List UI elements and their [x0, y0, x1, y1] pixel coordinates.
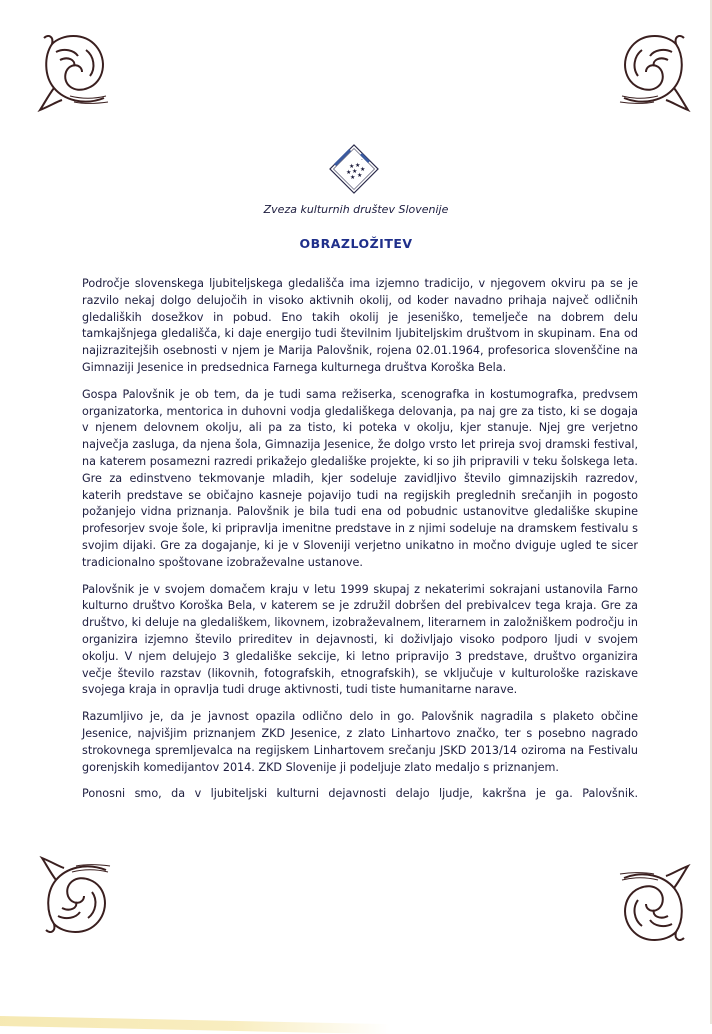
floral-corner-ornament-icon — [614, 860, 694, 950]
svg-text:★: ★ — [360, 166, 366, 173]
paragraph: Razumljivo je, da je javnost opazila odlično delo in go. Palovšnik nagradila s plaketo občine Jesenice, najvišjim priznanjem ZKD Jesenice, z zlato Linhartovo značko, ter s posebno nagrado strokovnega spremljevalca na regijskem Linhartovem srečanju JSKD 2013/14 oziroma na Festivalu gorenjskih komedijantov 2014. ZKD Slovenije ji podeljuje zlato medaljo s priznanjem. — [82, 710, 638, 774]
paragraph: Palovšnik je v svojem domačem kraju v letu 1999 skupaj z nekaterimi sokrajani ustanovila Farno kulturno društvo Koroška Bela, v katerem se je združil dobršen del prebivalcev tega kraja. Gre za društvo, ki deluje na gledališkem, likovnem, izobraževalnem, literarnem in založniškem področju in organizira izjemno število prireditev in dejavnosti, ki doživljajo visoko podporo ljudi v svojem okolju. V njem delujejo 3 gledališke sekcije, ki letno pripravijo 3 predstave, društvo organizira večje število razstav (likovnih, fotografskih, etnografskih), se vključuje v kulturološke raziskave svojega kraja in opravlja tudi druge aktivnosti, tudi tiste humanitarne narave. — [82, 582, 638, 697]
svg-text:★: ★ — [357, 172, 363, 179]
paper-stain — [0, 1016, 390, 1034]
svg-text:★: ★ — [346, 169, 352, 176]
document-body — [82, 276, 638, 813]
document-title: OBRAZLOŽITEV — [299, 236, 413, 251]
floral-corner-ornament-icon — [614, 26, 694, 116]
svg-text:★: ★ — [355, 162, 361, 169]
svg-text:★: ★ — [350, 174, 356, 181]
paragraph: Področje slovenskega ljubiteljskega gledališča ima izjemno tradicijo, v njegovem okviru pa se je razvilo nekaj dolgo delujočih in visoko aktivnih okolij, od koder navadno prihaja največ odličnih gledaliških dosežkov in pobud. Eno takih okolij je jeseniško, temelječe na dobrem delu tamkajšnjega gledališča, ki daje energijo tudi številnim ljubiteljskim društvom in skupinam. Ena od najizrazitejših osebnosti v njem je Marija Palovšnik, rojena 02.01.1964, profesorica slovenščine na Gimnaziji Jesenice in predsednica Farnega kulturnega društva Koroška Bela. — [82, 277, 638, 374]
paragraph: Gospa Palovšnik je ob tem, da je tudi sama režiserka, scenografka in kostumografka, predvsem organizatorka, mentorica in duhovni vodja gledališkega delovanja, pa naj gre za tisto, ki se dogaja v njenem delovnem okolju, ali pa za tisto, ki poteka v okolju, kjer stanuje. Njej gre verjetno največja zasluga, da njena šola, Gimnazija Jesenice, že dolgo vrsto let prireja svoj dramski festival, na katerem posamezni razredi prikažejo gledališke projekte, ki so jih pripravili v teku šolskega leta. Gre za edinstveno tekmovanje mladih, kjer sodeluje zavidljivo število gimnazijskih razredov, katerih predstave se običajno kasneje pojavijo tudi na regijskih preglednih srečanjih in pogosto požanjejo vidna priznanja. Palovšnik je bila tudi ena od pobudnic ustanovitve gledališke skupine profesorjev svoje šole, ki pripravlja imenitne predstave in z njimi sodeluje na dramskem festivalu s svojim dijaki. Gre za dogajanje, ki je v Sloveniji verjetno unikatno in močno dviguje ugled te sicer tradicionalno spoštovane izobraževalne ustanove. — [82, 387, 638, 569]
svg-text:★: ★ — [352, 168, 358, 175]
organization-name: Zveza kulturnih društev Slovenije — [263, 203, 449, 216]
svg-text:★: ★ — [349, 163, 355, 170]
zkds-logo-icon — [325, 140, 383, 198]
svg-text:·: · — [361, 157, 363, 164]
floral-corner-ornament-icon — [36, 852, 116, 942]
floral-corner-ornament-icon — [34, 26, 114, 116]
paragraph: Ponosni smo, da v ljubiteljski kulturni dejavnosti delajo ljudje, kakršna je ga. Palovšnik. — [82, 787, 638, 801]
